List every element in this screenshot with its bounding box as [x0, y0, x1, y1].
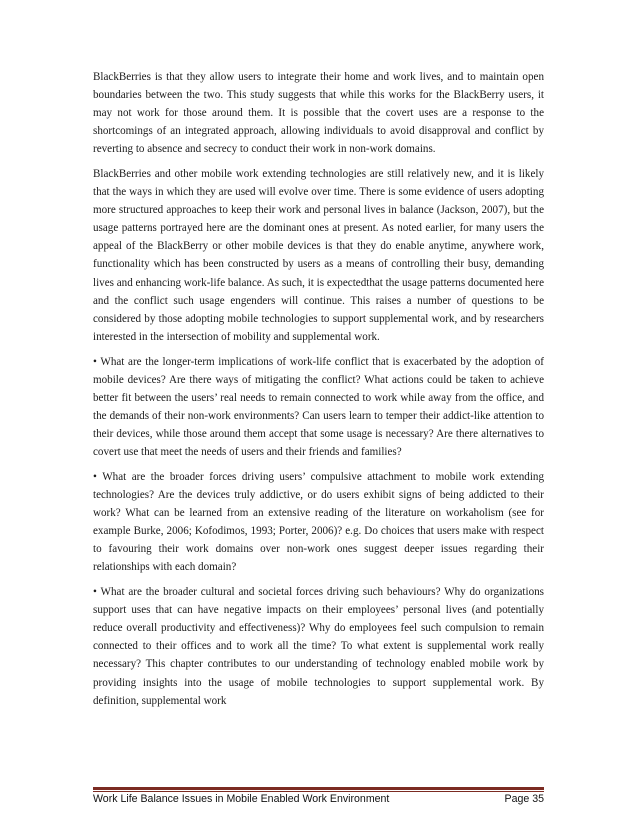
page-number: Page 35: [504, 793, 544, 805]
body-text: [93, 68, 544, 717]
page-footer: [93, 787, 544, 811]
paragraph-question-broader-forces: • What are the broader forces driving users’ compulsive attachment to mobile work extending technologies? Are the devices truly addictive, or do users exhibit signs of being addicted to their work? What can be learned from an extensive reading of the literature on workaholism (see for example Burke, 2006; Kofodimos, 1993; Porter, 2006)? e.g. Do choices that users make with respect to favouring their work domains over non-work ones suggest deeper issues regarding their relationships with each domain?: [93, 470, 544, 574]
footer-title: Work Life Balance Issues in Mobile Enabled Work Environment: [93, 793, 390, 805]
paragraph-question-cultural-forces: • What are the broader cultural and societal forces driving such behaviours? Why do organizations support uses that can have negative impacts on their employees’ personal lives (and potentially reduce overall productivity and effectiveness)? Why do employees feel such compulsion to remain connected to their offices and to work all the time? To what extent is supplemental work really necessary? This chapter contributes to our understanding of technology enabled mobile work by providing insights into the usage of mobile technologies to support supplemental work. By definition, supplemental work: [93, 586, 544, 707]
paragraph-question-longer-term: • What are the longer-term implications of work-life conflict that is exacerbated by the adoption of mobile devices? Are there ways of mitigating the conflict? What actions could be taken to achieve better fit between the users’ real needs to remain connected to work while away from the office, and the demands of their non-work environments? Can users learn to temper their addict-like attention to their devices, while those around them accept that some usage is necessary? Are there alternatives to covert use that meet the needs of users and their friends and families?: [93, 355, 544, 458]
paragraph-blackberry-integration: BlackBerries is that they allow users to integrate their home and work lives, and to maintain open boundaries between the two. This study suggests that while this works for the BlackBerry users, it may not work for those around them. It is possible that the covert uses are a response to the shortcomings of an integrated approach, allowing individuals to avoid disapproval and conflict by reverting to absence and secrecy to conduct their work in non-work domains.: [93, 71, 544, 156]
paragraph-technology-evolution: BlackBerries and other mobile work extending technologies are still relatively new, and it is likely that the ways in which they are used will evolve over time. There is some evidence of users adopting more structured approaches to keep their work and personal lives in balance (Jackson, 2007), but the usage patterns portrayed here are the dominant ones at present. As noted earlier, for many users the appeal of the BlackBerry or other mobile devices is that they do enable anytime, anywhere work, functionality which has been constructed by users as a means of controlling their busy, demanding lives and enhancing work-life balance. As such, it is expectedthat the usage patterns documented here and the conflict such usage engenders will continue. This raises a number of questions to be considered by those adopting mobile technologies to support supplemental work, and by researchers interested in the intersection of mobility and supplemental work.: [93, 168, 544, 343]
footer-rule-thin: [93, 791, 544, 792]
footer-rule: [93, 787, 544, 790]
